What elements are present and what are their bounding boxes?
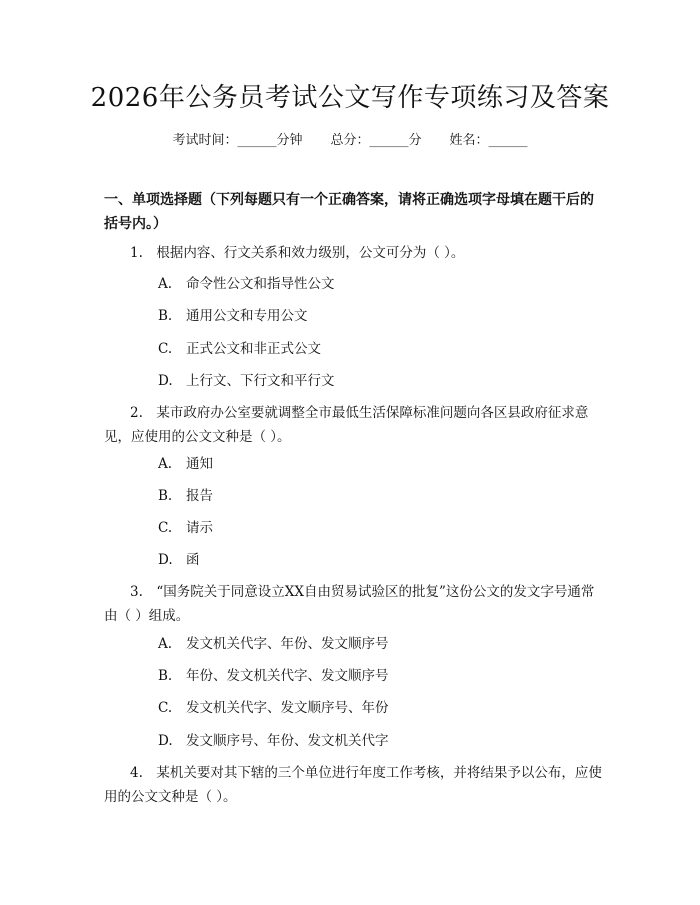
time-unit: 分钟 — [276, 133, 303, 148]
question-2-option-c — [158, 517, 213, 539]
option-letter: C. — [158, 700, 173, 716]
question-1-option-c — [158, 338, 321, 360]
option-text: 报告 — [186, 488, 213, 504]
option-text: 通知 — [186, 456, 213, 472]
document-title: 2026年公务员考试公文写作专项练习及答案 — [90, 83, 610, 113]
option-text: 命令性公文和指导性公文 — [186, 276, 335, 292]
question-3-option-b — [158, 665, 389, 687]
option-letter: C. — [158, 341, 173, 357]
question-1-option-d — [158, 370, 335, 392]
section-title-single-choice: 一、单项选择题（下列每题只有一个正确答案，请将正确选项字母填在题干后的括号内。） — [104, 192, 594, 232]
option-letter: A. — [158, 636, 173, 652]
option-letter: B. — [158, 488, 173, 504]
question-1-option-a — [158, 273, 335, 295]
question-2: 2. 某市政府办公室要就调整全市最低生活保障标准问题向各区县政府征求意见，应使用的公文文种是（ ）。 — [104, 405, 589, 445]
question-2-option-a — [158, 453, 213, 475]
question-2-option-b — [158, 485, 213, 507]
question-3-option-c — [158, 697, 389, 719]
option-letter: B. — [158, 668, 173, 684]
score-label: 总分： — [330, 133, 370, 148]
option-letter: D. — [158, 373, 173, 389]
option-letter: D. — [158, 733, 173, 749]
option-text: 函 — [186, 552, 200, 568]
option-text: 通用公文和专用公文 — [186, 308, 308, 324]
score-unit: 分 — [408, 133, 422, 148]
option-text: 年份、发文机关代字、发文顺序号 — [186, 668, 389, 684]
question-3: 3. “国务院关于同意设立XX自由贸易试验区的批复”这份公文的发文字号通常由（ ）组成。 — [104, 584, 595, 624]
question-3-option-a — [158, 633, 389, 655]
option-letter: C. — [158, 520, 173, 536]
question-4: 4. 某机关要对其下辖的三个单位进行年度工作考核，并将结果予以公布，应使用的公文文种是（ ）。 — [104, 765, 602, 805]
option-letter: A. — [158, 276, 173, 292]
score-blank: ______ — [369, 133, 409, 148]
option-text: 上行文、下行文和平行文 — [186, 373, 335, 389]
time-blank: ______ — [237, 133, 277, 148]
option-text: 发文机关代字、发文顺序号、年份 — [186, 700, 389, 716]
question-1-option-b — [158, 305, 308, 327]
question-2-option-d — [158, 549, 200, 571]
exam-meta-line — [0, 130, 700, 152]
time-label: 考试时间： — [172, 133, 238, 148]
option-text: 发文机关代字、年份、发文顺序号 — [186, 636, 389, 652]
option-text: 正式公文和非正式公文 — [186, 341, 321, 357]
option-letter: A. — [158, 456, 173, 472]
option-text: 发文顺序号、年份、发文机关代字 — [186, 733, 389, 749]
question-1: 1. 根据内容、行文关系和效力级别，公文可分为（ ）。 — [130, 245, 465, 261]
option-text: 请示 — [186, 520, 213, 536]
question-3-option-d — [158, 730, 389, 752]
option-letter: B. — [158, 308, 173, 324]
name-blank: ______ — [488, 133, 528, 148]
option-letter: D. — [158, 552, 173, 568]
name-label: 姓名： — [449, 133, 489, 148]
